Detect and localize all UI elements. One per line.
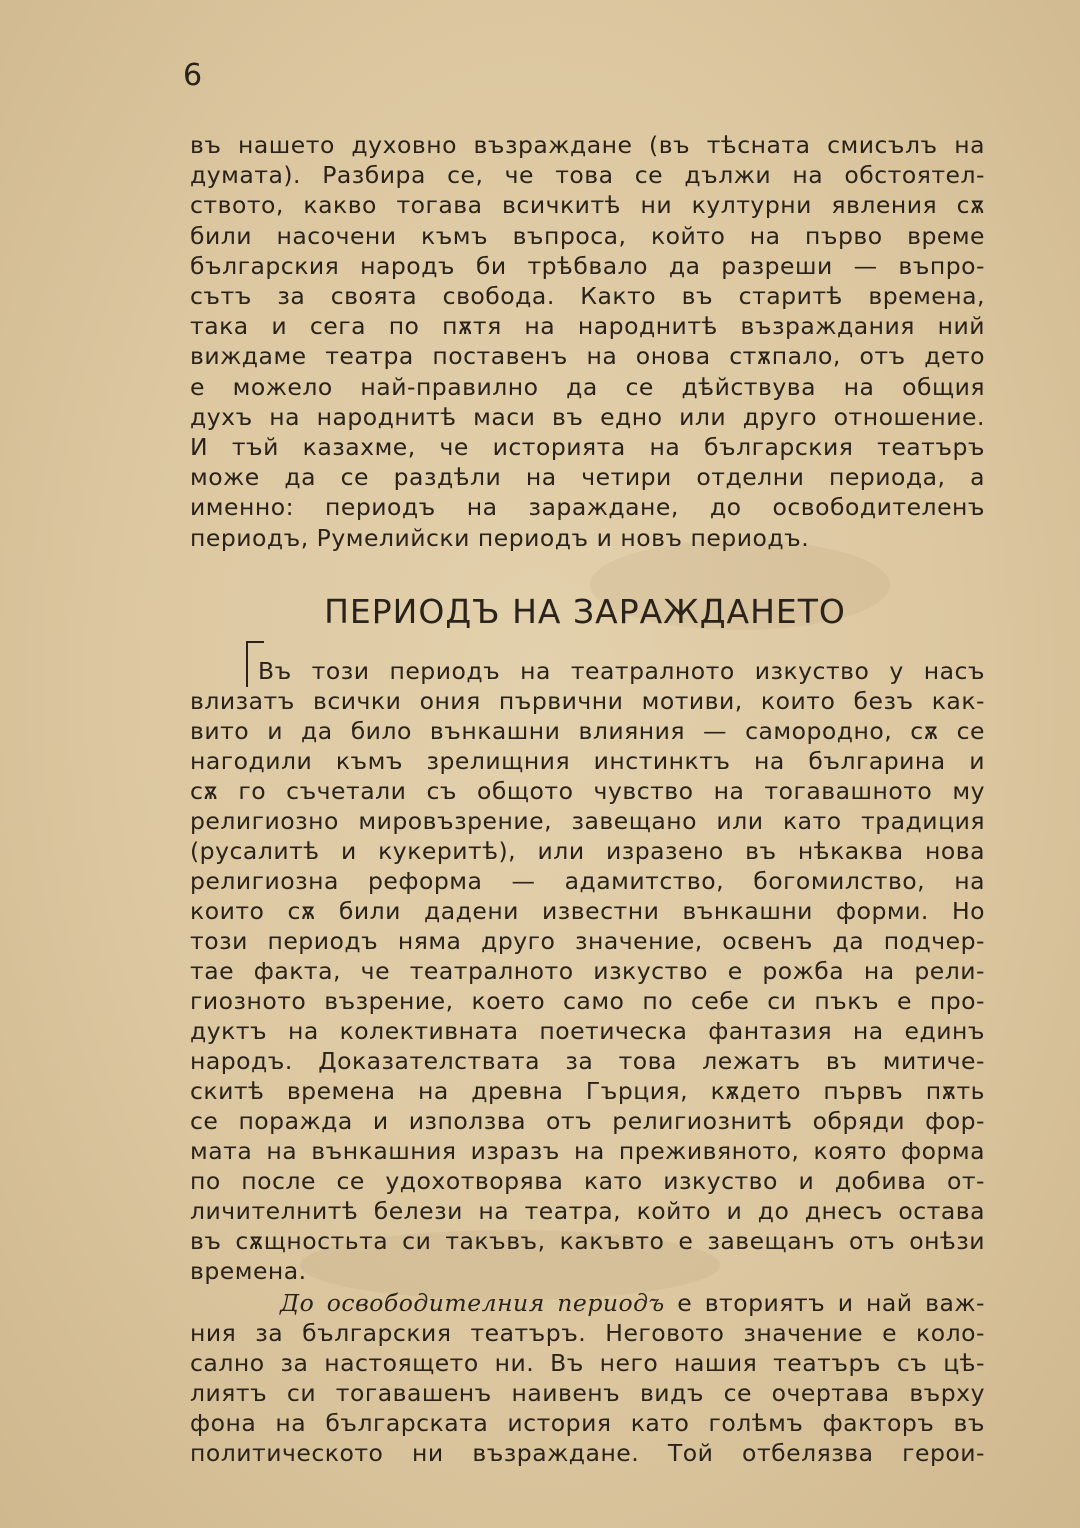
- text-line: е можело най-правилно да се дѣйствува на общия: [190, 373, 985, 401]
- text-line: ството, какво тогава всичкитѣ ни културни явления сѫ: [190, 191, 985, 219]
- text-line: българския народъ би трѣбвало да разреши — въпро-: [190, 252, 985, 280]
- section-heading: ПЕРИОДЪ НА ЗАРАЖДАНЕТО: [324, 592, 846, 631]
- text-line: били насочени къмъ въпроса, който на първо време: [190, 222, 985, 250]
- text-line: въ сѫщностьта си такъвъ, какъвто е завещанъ отъ онѣзи: [190, 1227, 985, 1255]
- text-line: сѫ го съчетали съ общото чувство на тогавашното му: [190, 777, 985, 805]
- text-line: фона на българската история като голѣмъ факторъ въ: [190, 1409, 985, 1437]
- text-line: се поражда и използва отъ религиознитѣ обряди фор-: [190, 1107, 985, 1135]
- text-line: тае факта, че театралното изкуство е рожба на рели-: [190, 957, 985, 985]
- text-line: личителнитѣ белези на театра, който и до днесъ остава: [190, 1197, 985, 1225]
- text-line: И тъй казахме, че историята на българския театъръ: [190, 433, 985, 461]
- text-line: които сѫ били дадени известни вънкашни форми. Но: [190, 897, 985, 925]
- text-line: сално за настоящето ни. Въ него нашия театъръ съ цѣ-: [190, 1349, 985, 1377]
- text-line: религиозно мировъзрение, завещано или като традиция: [190, 807, 985, 835]
- text-line: периодъ, Румелийски периодъ и новъ периодъ.: [190, 524, 810, 552]
- text-line: думата). Разбира се, че това се дължи на обстоятел-: [190, 161, 985, 189]
- text-line: вито и да било вънкашни влияния — самородно, сѫ се: [190, 717, 985, 745]
- text-line: политическото ни възраждане. Той отбелязва герои-: [190, 1439, 985, 1467]
- text-line: народъ. Доказателствата за това лежатъ въ митиче-: [190, 1047, 985, 1075]
- italic-term: До освободителния периодъ: [280, 1289, 665, 1317]
- text-line: религиозна реформа — адамитство, богомилство, на: [190, 867, 985, 895]
- text-line: гиозното възрение, което само по себе си пъкъ е про-: [190, 987, 985, 1015]
- text-line: [280, 1288, 985, 1318]
- page-number: 6: [183, 58, 203, 93]
- text-line: този периодъ няма друго значение, освенъ да подчер-: [190, 927, 985, 955]
- text-line: духъ на народнитѣ маси въ едно или друго отношение.: [190, 403, 985, 431]
- text-line: така и сега по пѫтя на народнитѣ възраждания ний: [190, 312, 985, 340]
- text-line: лиятъ си тогавашенъ наивенъ видъ се очертава върху: [190, 1379, 985, 1407]
- text-line: скитѣ времена на древна Гърция, кѫдето първъ пѫть: [190, 1077, 985, 1105]
- text-line: (русалитѣ и кукеритѣ), или изразено въ нѣкаква нова: [190, 837, 985, 865]
- text-line: нагодили къмъ зрелищния инстинктъ на българина и: [190, 747, 985, 775]
- text-line: въ нашето духовно възраждане (въ тѣсната смисълъ на: [190, 131, 985, 159]
- text-line: влизатъ всички ония първични мотиви, които безъ как-: [190, 687, 985, 715]
- text-line: именно: периодъ на зараждане, до освободителенъ: [190, 493, 985, 521]
- text-line: виждаме театра поставенъ на онова стѫпало, отъ дето: [190, 342, 985, 370]
- text-line: дуктъ на колективната поетическа фантазия на единъ: [190, 1017, 985, 1045]
- text-line: ния за българския театъръ. Неговото значение е коло-: [190, 1319, 985, 1347]
- text-line: по после се удохотворява като изкуство и добива от-: [190, 1167, 985, 1195]
- text-line: сътъ за своята свобода. Както въ старитѣ времена,: [190, 282, 985, 310]
- text-line: може да се раздѣли на четири отделни периода, а: [190, 463, 985, 491]
- text-line: времена.: [190, 1257, 307, 1285]
- text-span: е вториятъ и най важ-: [664, 1289, 985, 1317]
- text-line: мата на вънкашния изразъ на преживяното, която форма: [190, 1137, 985, 1165]
- text-line: Въ този периодъ на театралното изкуство у насъ: [258, 657, 985, 685]
